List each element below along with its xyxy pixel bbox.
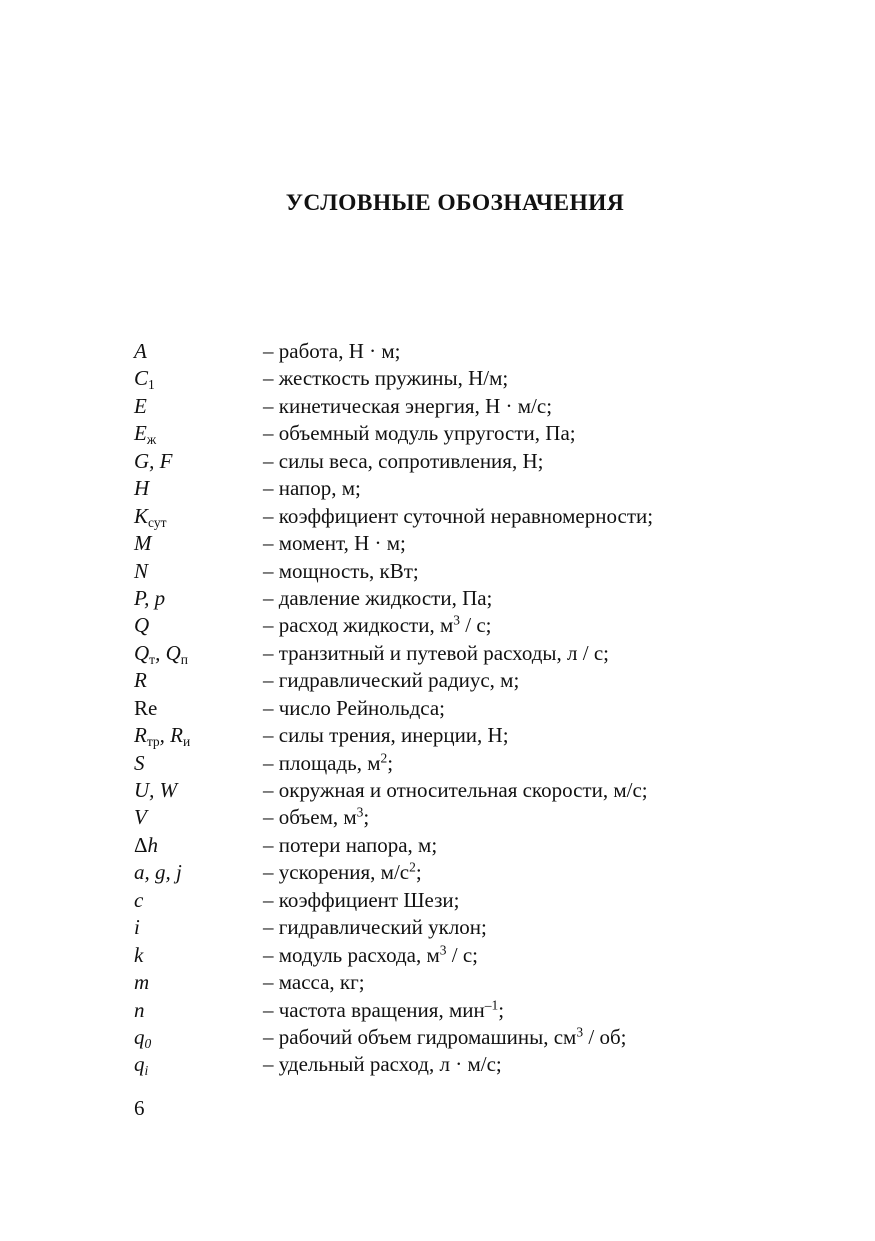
description-text-end: ; (363, 805, 370, 830)
symbol-notation (134, 448, 263, 475)
symbol-row (134, 503, 834, 530)
symbol-main: q (134, 1052, 145, 1077)
symbol-description: – гидравлический уклон; (263, 915, 487, 940)
description-text-end: / об; (583, 1024, 627, 1049)
symbol-notation (134, 777, 263, 804)
symbol-row (134, 667, 834, 694)
symbol-notation (134, 750, 263, 777)
symbol-notation (134, 558, 263, 585)
symbol-subscript: ж (146, 432, 157, 448)
symbol-row (134, 640, 834, 667)
symbol-notation (134, 914, 263, 941)
symbol-notation (134, 859, 263, 886)
symbol-notation (134, 640, 263, 667)
symbol-subscript: 1 (148, 377, 155, 393)
symbol-row (134, 722, 834, 749)
symbol-subscript: тр (146, 733, 160, 749)
symbol-main: E (134, 393, 147, 418)
symbol-row (134, 832, 834, 859)
symbol-subscript-second: и (182, 733, 191, 749)
symbol-row (134, 338, 834, 365)
symbol-description: – потери напора, м; (263, 832, 438, 857)
symbol-description (263, 612, 492, 639)
symbol-main: R (134, 668, 147, 693)
symbol-main: K (134, 503, 149, 528)
symbol-notation (134, 667, 263, 694)
symbol-main: A (134, 339, 147, 363)
symbol-row (134, 585, 834, 612)
symbol-row (134, 969, 834, 996)
symbol-notation (134, 1024, 263, 1051)
symbol-row (134, 1024, 834, 1051)
symbol-main: H (134, 476, 150, 501)
symbol-main: C (134, 366, 149, 391)
symbol-description: – давление жидкости, Па; (263, 585, 493, 610)
symbol-main: G, F (134, 448, 173, 473)
symbol-row (134, 1051, 834, 1078)
symbol-description: – гидравлический радиус, м; (263, 668, 520, 693)
symbol-prefix: Δ (134, 832, 148, 857)
symbol-description (263, 942, 478, 969)
symbol-description: – коэффициент Шези; (263, 887, 460, 912)
description-text-end: ; (498, 997, 505, 1022)
symbol-subscript: сут (148, 514, 167, 530)
description-superscript: 3 (453, 612, 461, 628)
symbol-notation (134, 722, 263, 749)
symbol-main: U, W (134, 778, 178, 802)
description-text: – модуль расхода, м (263, 942, 440, 967)
symbol-main: m (134, 970, 150, 995)
symbol-row (134, 448, 834, 475)
symbol-notation (134, 997, 263, 1024)
symbol-row (134, 365, 834, 392)
symbol-description (263, 750, 393, 777)
description-text-end: / с; (446, 942, 479, 967)
description-text-end: / с; (460, 613, 492, 638)
symbol-notation (134, 1051, 263, 1078)
symbol-main: R (134, 723, 147, 748)
symbol-row (134, 393, 834, 420)
symbol-main: n (134, 997, 145, 1022)
symbol-description: – объемный модуль упругости, Па; (263, 421, 576, 446)
symbol-main: c (134, 887, 144, 912)
symbol-description: – удельный расход, л · м/с; (263, 1052, 502, 1077)
symbol-subscript-second: п (180, 651, 188, 667)
symbol-description: – силы трения, инерции, Н; (263, 723, 509, 748)
symbol-main: E (134, 421, 147, 446)
symbol-row (134, 530, 834, 557)
symbol-description: – мощность, кВт; (263, 558, 419, 583)
symbol-main: V (134, 805, 147, 830)
symbol-row (134, 475, 834, 502)
description-text: – ускорения, м/с (263, 860, 410, 885)
symbol-subscript: 0 (144, 1035, 152, 1051)
symbol-subscript: i (144, 1063, 149, 1079)
symbol-notation (134, 420, 263, 447)
symbol-main: q (134, 1024, 145, 1049)
symbol-notation (134, 887, 263, 914)
description-text-end: ; (415, 860, 422, 885)
symbol-description (263, 859, 422, 886)
symbol-main: Re (134, 695, 158, 720)
symbol-row (134, 612, 834, 639)
symbol-description: – силы веса, сопротивления, Н; (263, 448, 544, 473)
symbol-main: i (134, 915, 140, 940)
description-superscript: –1 (484, 997, 499, 1013)
symbol-notation (134, 503, 263, 530)
symbol-main-second: , Q (155, 640, 181, 665)
symbol-row (134, 942, 834, 969)
symbol-main: k (134, 942, 144, 967)
symbol-notation (134, 969, 263, 996)
symbol-row (134, 859, 834, 886)
symbol-notation (134, 365, 263, 392)
symbol-notation (134, 832, 263, 859)
description-text-end: ; (387, 750, 394, 775)
symbol-main-second: , R (159, 723, 183, 748)
description-text: – расход жидкости, м (263, 613, 454, 638)
symbol-list (134, 338, 834, 1079)
symbol-description: – масса, кг; (263, 970, 365, 995)
symbol-row (134, 750, 834, 777)
symbol-notation (134, 475, 263, 502)
symbol-notation (134, 942, 263, 969)
symbol-notation (134, 393, 263, 420)
symbol-description (263, 997, 504, 1024)
description-text: – частота вращения, мин (263, 997, 485, 1022)
symbol-description: – момент, Н · м; (263, 531, 406, 556)
symbol-description (263, 1024, 626, 1051)
symbol-description: – жесткость пружины, Н/м; (263, 366, 509, 391)
symbol-row (134, 558, 834, 585)
symbol-main: h (147, 832, 159, 857)
description-superscript: 3 (356, 805, 364, 821)
symbol-description: – кинетическая энергия, Н · м/с; (263, 393, 553, 418)
symbol-main: P, p (134, 585, 166, 610)
page-title: УСЛОВНЫЕ ОБОЗНАЧЕНИЯ (285, 190, 625, 216)
symbol-row (134, 777, 834, 804)
symbol-description: – транзитный и путевой расходы, л / с; (263, 640, 609, 665)
description-text: – площадь, м (263, 750, 381, 775)
description-superscript: 2 (380, 750, 388, 766)
description-superscript: 3 (576, 1024, 584, 1040)
symbol-row (134, 887, 834, 914)
symbol-main: S (134, 750, 145, 775)
symbol-notation (134, 585, 263, 612)
symbol-notation (134, 804, 263, 831)
symbol-description: – коэффициент суточной неравномерности; (263, 503, 654, 528)
description-text: – рабочий объем гидромашины, см (263, 1024, 577, 1049)
description-superscript: 2 (409, 859, 416, 875)
symbol-row (134, 420, 834, 447)
page-number: 6 (134, 1096, 145, 1120)
symbol-notation (134, 338, 263, 365)
symbol-description (263, 804, 369, 831)
symbol-main: a, g, j (134, 860, 182, 885)
symbol-main: M (134, 531, 152, 556)
symbol-notation (134, 695, 263, 722)
symbol-notation (134, 530, 263, 557)
description-superscript: 3 (439, 942, 447, 958)
symbol-description: – число Рейнольдса; (263, 695, 445, 720)
symbol-main: Q (134, 640, 150, 665)
symbol-description: – окружная и относительная скорости, м/с; (263, 778, 648, 802)
symbol-row (134, 914, 834, 941)
symbol-subscript: т (149, 651, 156, 667)
symbol-notation (134, 612, 263, 639)
description-text: – объем, м (263, 805, 357, 830)
symbol-description: – работа, Н · м; (263, 339, 401, 363)
symbol-description: – напор, м; (263, 476, 361, 501)
symbol-main: Q (134, 613, 150, 638)
symbol-main: N (134, 558, 149, 583)
symbol-row (134, 695, 834, 722)
symbol-row (134, 804, 834, 831)
symbol-row (134, 997, 834, 1024)
